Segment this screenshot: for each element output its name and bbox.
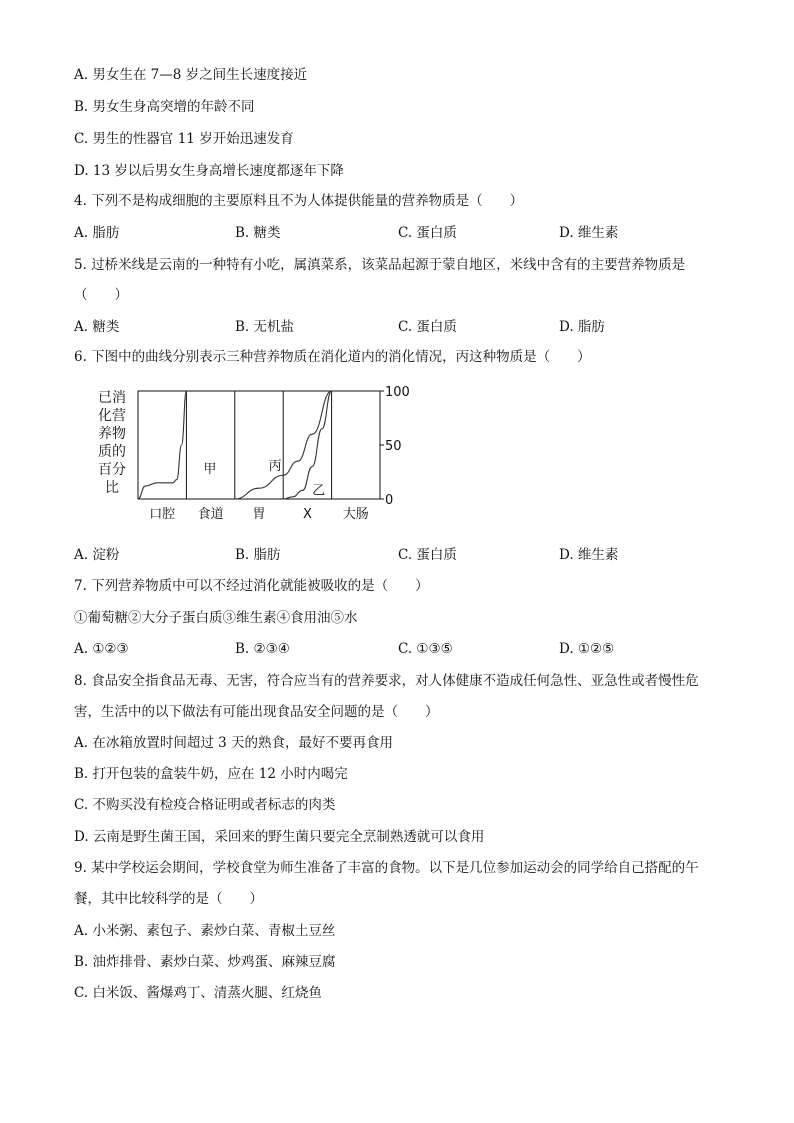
q9-option-c: C. 白米饭、酱爆鸡丁、清蒸火腿、红烧鱼 [74,985,322,1001]
q7-option-d: D. ①②⑤ [559,641,615,657]
y-axis-label-3: 养物 [98,426,126,442]
q6-option-d: D. 维生素 [559,547,619,563]
y-axis-label-4: 质的 [98,444,126,460]
x-category-label: 口腔 [149,507,176,520]
y-axis-label-6: 比 [105,480,119,496]
q4-option-d: D. 维生素 [559,225,619,241]
q8-option-b: B. 打开包装的盒装牛奶，应在 12 小时内喝完 [74,766,348,782]
q4-option-a: A. 脂肪 [74,225,120,241]
y-axis-label-1: 已消 [98,390,126,406]
question-6: 6. 下图中的曲线分别表示三种营养物质在消化道内的消化情况，丙这种物质是（ ） [74,349,591,365]
y-axis-label-2: 化营 [98,408,126,424]
question-4: 4. 下列不是构成细胞的主要原料且不为人体提供能量的营养物质是（ ） [74,193,524,209]
q3-option-c: C. 男生的性器官 11 岁开始迅速发育 [74,131,294,147]
q8-option-c: C. 不购买没有检疫合格证明或者标志的肉类 [74,797,336,813]
y-tick-label: 50 [385,439,402,454]
x-category-label: 胃 [252,507,266,520]
x-category-label: 大肠 [342,507,369,520]
q7-option-c: C. ①③⑤ [398,641,453,657]
y-tick-label: 0 [385,493,394,508]
curve-甲 [138,391,186,499]
q3-option-b: B. 男女生身高突增的年龄不同 [74,99,255,115]
q4-option-c: C. 蛋白质 [398,225,457,241]
y-axis-label-5: 百分 [98,462,126,478]
question-5-line2: （ ） [74,287,128,303]
q3-option-a: A. 男女生在 7—8 岁之间生长速度接近 [74,67,308,83]
series-label: 甲 [203,462,217,478]
q8-option-a: A. 在冰箱放置时间超过 3 天的熟食，最好不要再食用 [74,735,394,751]
series-label: 丙 [268,458,282,474]
x-category-label: 食道 [197,507,224,520]
q3-option-d: D. 13 岁以后男女生身高增长速度都逐年下降 [74,163,344,179]
q9-option-a: A. 小米粥、素包子、素炒白菜、青椒土豆丝 [74,923,336,939]
plot-frame [138,391,380,499]
q6-option-c: C. 蛋白质 [398,547,457,563]
q7-option-a: A. ①②③ [74,641,129,657]
question-7-items: ①葡萄糖②大分子蛋白质③维生素④食用油⑤水 [74,610,358,626]
question-9-line2: 餐，其中比较科学的是（ ） [74,891,263,907]
series-label: 乙 [312,483,326,499]
q5-option-b: B. 无机盐 [235,319,295,335]
q6-option-a: A. 淀粉 [74,547,120,563]
question-7: 7. 下列营养物质中可以不经过消化就能被吸收的是（ ） [74,578,429,594]
q4-option-b: B. 糖类 [235,225,281,241]
q9-option-b: B. 油炸排骨、素炒白菜、炒鸡蛋、麻辣豆腐 [74,954,336,970]
q5-option-a: A. 糖类 [74,319,120,335]
y-tick-label: 100 [385,385,410,400]
question-5-line1: 5. 过桥米线是云南的一种特有小吃，属滇菜系，该菜品起源于蒙自地区，米线中含有的主要营养物质是 [74,257,686,273]
q6-option-b: B. 脂肪 [235,547,281,563]
q5-option-d: D. 脂肪 [559,319,605,335]
x-category-label: X [302,507,312,520]
q8-option-d: D. 云南是野生菌王国，采回来的野生菌只要完全烹制熟透就可以食用 [74,829,485,845]
q7-option-b: B. ②③④ [235,641,290,657]
chart-plot [0,380,794,520]
question-8-line2: 害，生活中的以下做法有可能出现食品安全问题的是（ ） [74,704,439,720]
question-9-line1: 9. 某中学校运会期间，学校食堂为师生准备了丰富的食物。以下是几位参加运动会的同学给自己搭配的午 [74,860,699,876]
q5-option-c: C. 蛋白质 [398,319,457,335]
question-8-line1: 8. 食品安全指食品无毒、无害，符合应当有的营养要求，对人体健康不造成任何急性、亚急性或者慢性危 [74,673,699,689]
